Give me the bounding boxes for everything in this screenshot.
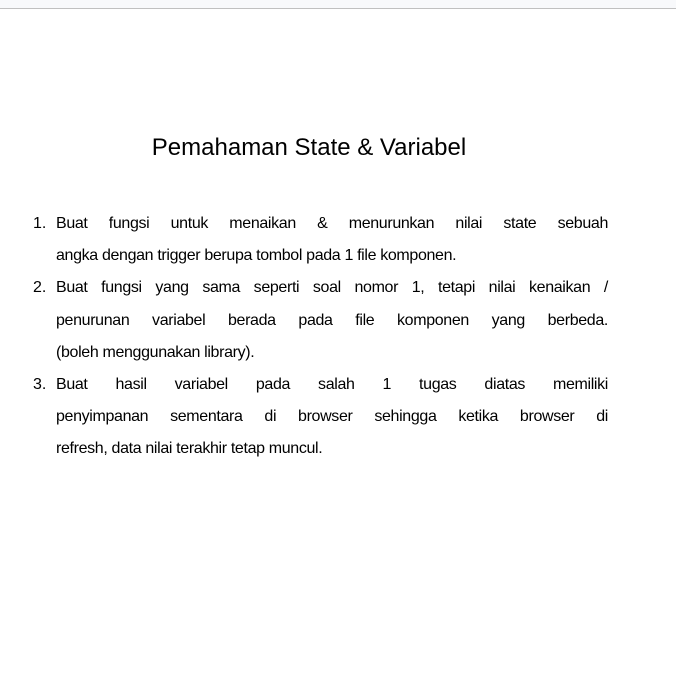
list-number: 3.	[33, 376, 47, 394]
list-item	[33, 208, 608, 272]
list-line: penurunan variabel berada pada file komponen yang berbeda.	[56, 311, 608, 329]
list-line: angka dengan trigger berupa tombol pada 1 file komponen.	[56, 247, 457, 265]
list-item	[33, 272, 608, 369]
list-line: (boleh menggunakan library).	[56, 343, 255, 361]
list-line: Buat fungsi yang sama seperti soal nomor 1, tetapi nilai kenaikan /	[56, 279, 608, 297]
list-line: Buat fungsi untuk menaikan & menurunkan nilai state sebuah	[56, 215, 608, 232]
list-item	[33, 369, 608, 466]
list-number: 2.	[33, 279, 47, 297]
document-title: Pemahaman State & Variabel	[151, 134, 467, 161]
list-line: penyimpanan sementara di browser sehingga ketika browser di	[56, 408, 608, 426]
list-line: refresh, data nilai terakhir tetap muncul.	[56, 440, 323, 458]
top-toolbar	[0, 0, 676, 9]
task-list	[33, 208, 608, 466]
list-number: 1.	[33, 215, 47, 232]
list-line: Buat hasil variabel pada salah 1 tugas diatas memiliki	[56, 376, 608, 394]
